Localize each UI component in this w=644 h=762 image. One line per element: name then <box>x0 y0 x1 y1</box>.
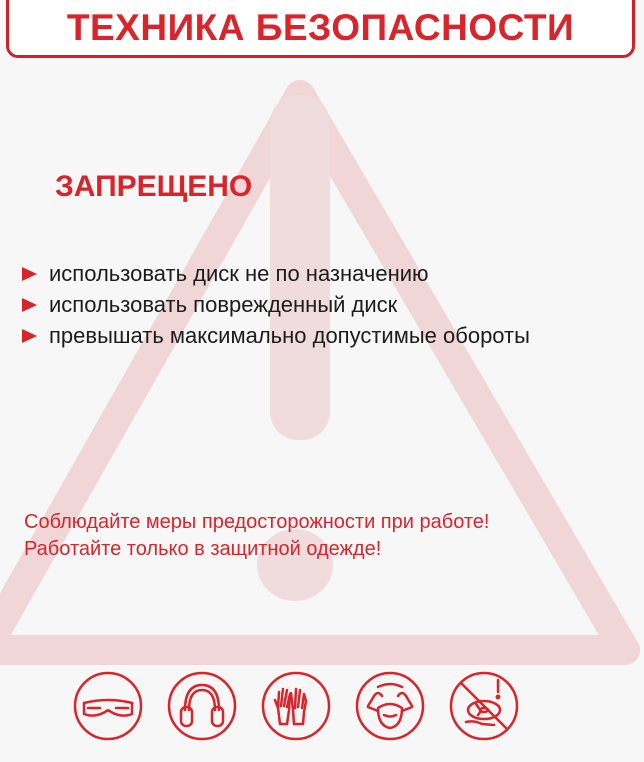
safety-goggles-icon <box>72 670 144 742</box>
page-header <box>6 0 635 58</box>
list-item <box>22 320 530 351</box>
bullet-arrow-icon <box>22 267 37 281</box>
page-title: ТЕХНИКА БЕЗОПАСНОСТИ <box>66 6 575 48</box>
list-item <box>22 258 530 289</box>
list-item-text: превышать максимально допустимые обороты <box>49 322 530 348</box>
bullet-arrow-icon <box>22 298 37 312</box>
respirator-icon <box>354 670 426 742</box>
prohibited-list <box>22 258 530 351</box>
warning-text <box>24 509 490 563</box>
list-item-text: использовать диск не по назначению <box>49 260 429 286</box>
ppe-icons <box>72 670 542 742</box>
bullet-arrow-icon <box>22 329 37 343</box>
warning-line: Соблюдайте меры предосторожности при работе! <box>24 511 490 533</box>
warning-line: Работайте только в защитной одежде! <box>24 538 382 560</box>
gloves-icon <box>260 670 332 742</box>
ear-protection-icon <box>166 670 238 742</box>
list-item-text: использовать поврежденный диск <box>49 291 398 317</box>
list-item <box>22 289 530 320</box>
section-title: ЗАПРЕЩЕНО <box>55 170 253 203</box>
no-damaged-disc-icon <box>448 670 520 742</box>
